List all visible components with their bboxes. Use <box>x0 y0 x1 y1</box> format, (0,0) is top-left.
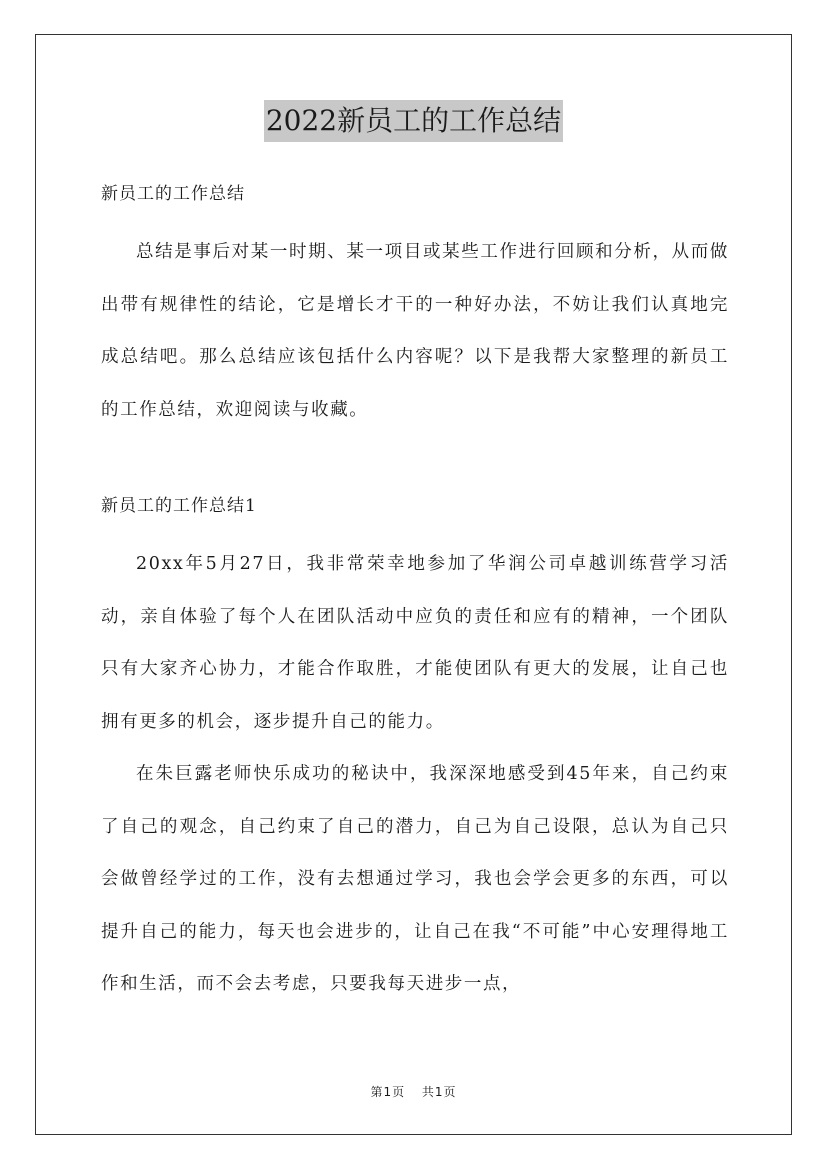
document-title-text: 2022新员工的工作总结 <box>264 100 563 142</box>
section1-paragraph: 在朱巨露老师快乐成功的秘诀中，我深深地感受到45年来，自己约束了自己的观念，自己约束了自己的潜力，自己为自己设限，总认为自己只会做曾经学过的工作，没有去想通过学习，我也会学会更多的东西，可以提升自己的能力，每天也会进步的，让自己在我“不可能”中心安理得地工作和生活，而不会去考虑，只要我每天进步一点， <box>101 764 729 994</box>
spacer <box>101 436 729 484</box>
intro-heading: 新员工的工作总结 <box>101 184 245 204</box>
page-total: 共1页 <box>421 1085 457 1099</box>
spacer <box>101 528 729 538</box>
intro-paragraph: 总结是事后对某一时期、某一项目或某些工作进行回顾和分析，从而做出带有规律性的结论，它是增长才干的一种好办法，不妨让我们认真地完成总结吧。那么总结应该包括什么内容呢？以下是我帮大家整理的新员工的工作总结，欢迎阅读与收藏。 <box>101 242 729 420</box>
section1-heading: 新员工的工作总结1 <box>101 496 257 516</box>
page-footer <box>0 1083 827 1100</box>
section1-paragraph: 20xx年5月27日，我非常荣幸地参加了华润公司卓越训练营学习活动，亲自体验了每个人在团队活动中应负的责任和应有的精神，一个团队只有大家齐心协力，才能合作取胜，才能使团队有更大的发展，让自己也拥有更多的机会，逐步提升自己的能力。 <box>101 554 729 732</box>
document-body <box>101 172 729 1011</box>
spacer <box>101 216 729 226</box>
document-title <box>0 100 827 142</box>
page-number: 第1页 <box>370 1085 406 1099</box>
